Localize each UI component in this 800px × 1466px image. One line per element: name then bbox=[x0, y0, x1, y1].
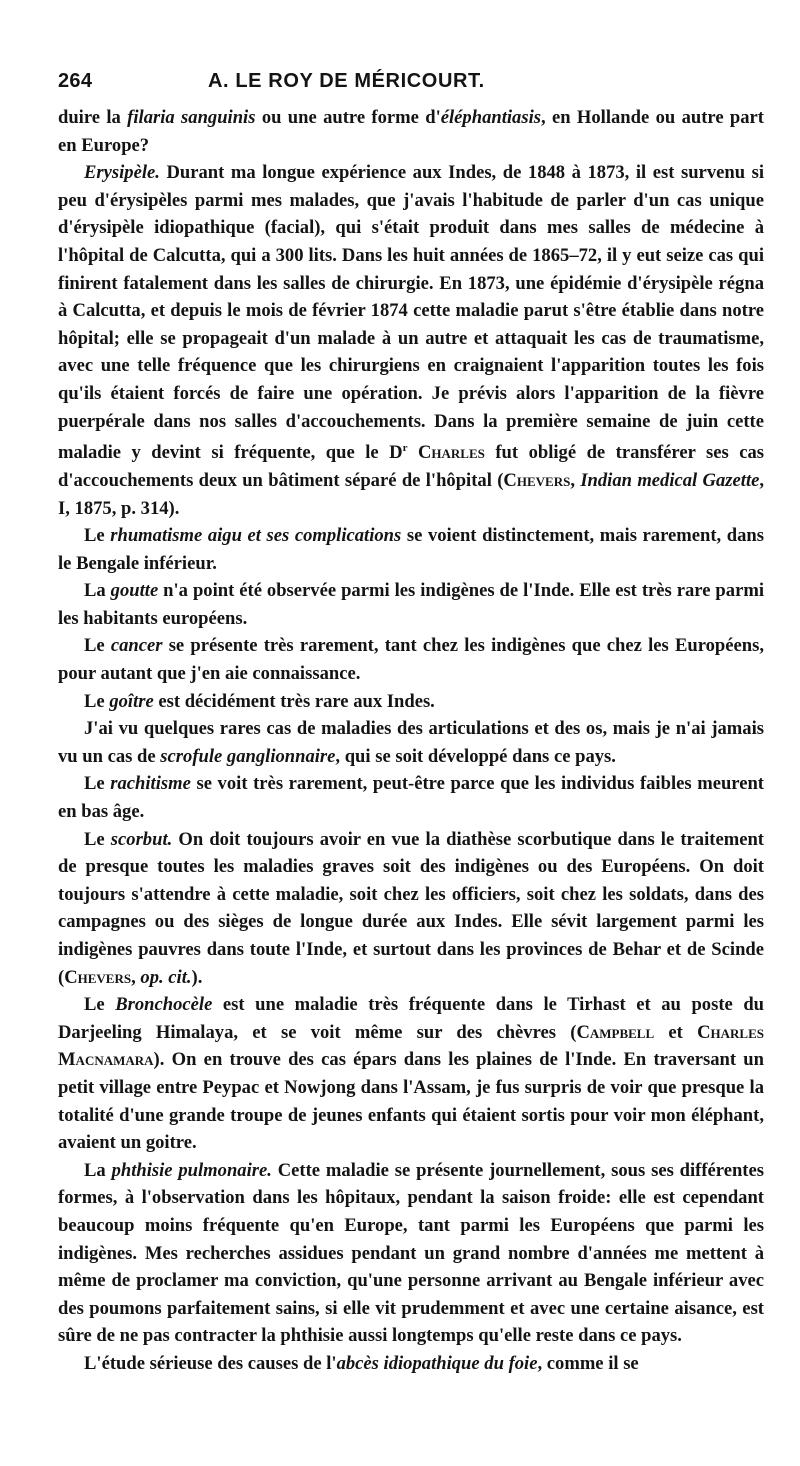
text-run: , I, 1875, p. 314). bbox=[58, 469, 765, 519]
text-run bbox=[407, 442, 418, 463]
italic-term: op. cit. bbox=[140, 966, 192, 988]
text-run: se voit très rarement, peut-être parce que les individus faibles meurent en bas âge. bbox=[58, 773, 764, 823]
italic-term: goutte bbox=[110, 580, 159, 602]
text-run: Durant ma longue expérience aux Indes, de 1848 à 1873, il est survenu si peu d'érysipèles parmi mes malades, que j'avais l'habitude de parler d'un cas unique d'érysipèle idiopathique (facial), qui s'était produit dans mes salles de médecine à l'hôpital de Calcutta, qui a 300 lits. Dans les huit années de 1865–72, il y eut seize cas qui finirent fatalement dans les salles de chirurgie. En 1873, une épidémie d'érysipèle régna à Calcutta, et depuis le mois de février 1874 cette maladie parut s'être établie dans notre hôpital; elle se propageait d'un malade à un autre et attaquait les cas de traumatisme, avec une telle fréquence que les chirurgiens en craignaient l'apparition toutes les fois qu'ils étaient forcés de faire une opération. Je prévis alors l'apparition de la fièvre puerpérale dans nos salles d'accouchements. Dans la première semaine de juin cette maladie y devint si fréquente, que le D bbox=[58, 162, 764, 464]
paragraph bbox=[58, 1350, 764, 1378]
text-run: n'a point été observée parmi les indigènes de l'Inde. Elle est très rare parmi les habitants européens. bbox=[58, 580, 764, 629]
text-run: , comme il se bbox=[537, 1352, 639, 1374]
text-run: La bbox=[84, 1159, 112, 1181]
superscript: r bbox=[402, 442, 408, 455]
text-run: On doit toujours avoir en vue la diathèse scorbutique dans le traitement de presque toutes les maladies graves soit des indigènes ou des Européens. On doit toujours s'attendre à cette maladie, soit chez les officiers, soit chez les soldats, dans des campagnes ou des sièges de longue durée aux Indes. Elle sévit largement parmi les indigènes pauvres dans toute l'Inde, et surtout dans les provinces de Behar et de Scinde ( bbox=[58, 828, 764, 988]
paragraph bbox=[58, 104, 764, 159]
text-run: , qui se soit développé dans ce pays. bbox=[335, 745, 616, 767]
author-name: Charles bbox=[417, 442, 485, 464]
text-run: Cette maladie se présente journellement, sous ses différentes formes, à l'observation dans les hôpitaux, pendant la saison froide: elle est cependant beaucoup moins fréquente qu'en Europe, tant parmi les Européens que parmi les indigènes. Mes recherches assidues pendant un grand nombre d'années me mettent à même de proclamer ma conviction, qu'une personne arrivant au Bengale inférieur avec des poumons parfaitement sains, si elle vit prudemment et avec une certaine aisance, est sûre de ne pas contracter la phthisie aussi longtemps qu'elle reste dans ce pays. bbox=[58, 1159, 764, 1347]
italic-term: scorbut. bbox=[110, 828, 173, 850]
text-run: Le bbox=[84, 690, 110, 712]
paragraph bbox=[58, 715, 764, 770]
text-run: Le bbox=[84, 994, 116, 1016]
italic-term: goître bbox=[109, 690, 154, 712]
italic-term: Erysipèle. bbox=[84, 162, 160, 184]
italic-term: scrofule ganglionnaire bbox=[160, 745, 336, 767]
text-run: Le bbox=[84, 525, 111, 547]
author-name: Chevers bbox=[503, 469, 571, 491]
running-title: A. LE ROY DE MÉRICOURT. bbox=[208, 70, 485, 92]
paragraph bbox=[58, 632, 764, 687]
text-run: Le bbox=[84, 828, 111, 850]
italic-term: éléphantiasis bbox=[440, 107, 541, 128]
text-run: Le bbox=[84, 773, 111, 795]
text-run: ). bbox=[191, 966, 203, 988]
paragraph bbox=[58, 522, 764, 577]
text-run: ou une autre forme d' bbox=[255, 107, 441, 128]
text-run: duire la bbox=[58, 107, 128, 128]
page-number: 264 bbox=[58, 70, 93, 92]
text-run: La bbox=[84, 580, 111, 602]
text-run: , bbox=[570, 469, 581, 491]
paragraph bbox=[58, 1157, 764, 1350]
book-page bbox=[58, 70, 764, 1378]
text-run: ). On en trouve des cas épars dans les plaines de l'Inde. En traversant un petit village entre Peypac et Nowjong dans l'Assam, je fus surpris de voir que presque la totalité d'une grande troupe de jeunes enfants qui étaient sortis pour voir mon éléphant, avaient un goitre. bbox=[58, 1049, 764, 1154]
page-header bbox=[58, 70, 764, 104]
text-run: Le bbox=[84, 635, 111, 657]
paragraph bbox=[58, 159, 764, 522]
text-run: se voient distinctement, mais rarement, dans le Bengale inférieur. bbox=[58, 525, 764, 574]
text-run: , bbox=[131, 966, 141, 988]
author-name: Chevers bbox=[64, 966, 132, 988]
text-run: est décidément très rare aux Indes. bbox=[153, 690, 435, 712]
text-run: se présente très rarement, tant chez les indigènes que chez les Européens, pour autant que j'en aie connaissance. bbox=[58, 635, 764, 685]
text-run: est une maladie très fréquente dans le Tirhast et au poste du Darjeeling Himalaya, et se voit même sur des chèvres ( bbox=[58, 994, 765, 1043]
text-run: et bbox=[654, 1021, 698, 1043]
text-run: fut obligé de transférer ses cas d'accouchements deux un bâtiment séparé de l'hôpital ( bbox=[58, 442, 764, 491]
italic-term: rachitisme bbox=[110, 773, 191, 795]
paragraph bbox=[58, 991, 764, 1157]
italic-term: phthisie pulmonaire. bbox=[111, 1159, 272, 1181]
paragraph bbox=[58, 770, 764, 825]
italic-term: abcès idiopathique du foie bbox=[336, 1352, 538, 1374]
paragraph bbox=[58, 577, 764, 632]
text-run: L'étude sérieuse des causes de l' bbox=[84, 1352, 337, 1374]
paragraph bbox=[58, 688, 764, 716]
italic-term: Bronchocèle bbox=[115, 994, 213, 1016]
body-text bbox=[58, 104, 764, 1378]
italic-term: Indian medical Gazette bbox=[580, 469, 760, 491]
italic-term: cancer bbox=[110, 635, 163, 657]
italic-term: filaria sanguinis bbox=[127, 107, 256, 128]
text-run: J'ai vu quelques rares cas de maladies des articulations et des os, mais je n'ai jamais vu un cas de bbox=[58, 718, 764, 767]
author-name: Campbell bbox=[576, 1021, 655, 1043]
italic-term: rhumatisme aigu et ses complications bbox=[110, 525, 402, 547]
text-run: , en Hollande ou autre part en Europe? bbox=[58, 107, 764, 156]
paragraph bbox=[58, 826, 764, 992]
author-name: Charles Macnamara bbox=[58, 1021, 764, 1071]
